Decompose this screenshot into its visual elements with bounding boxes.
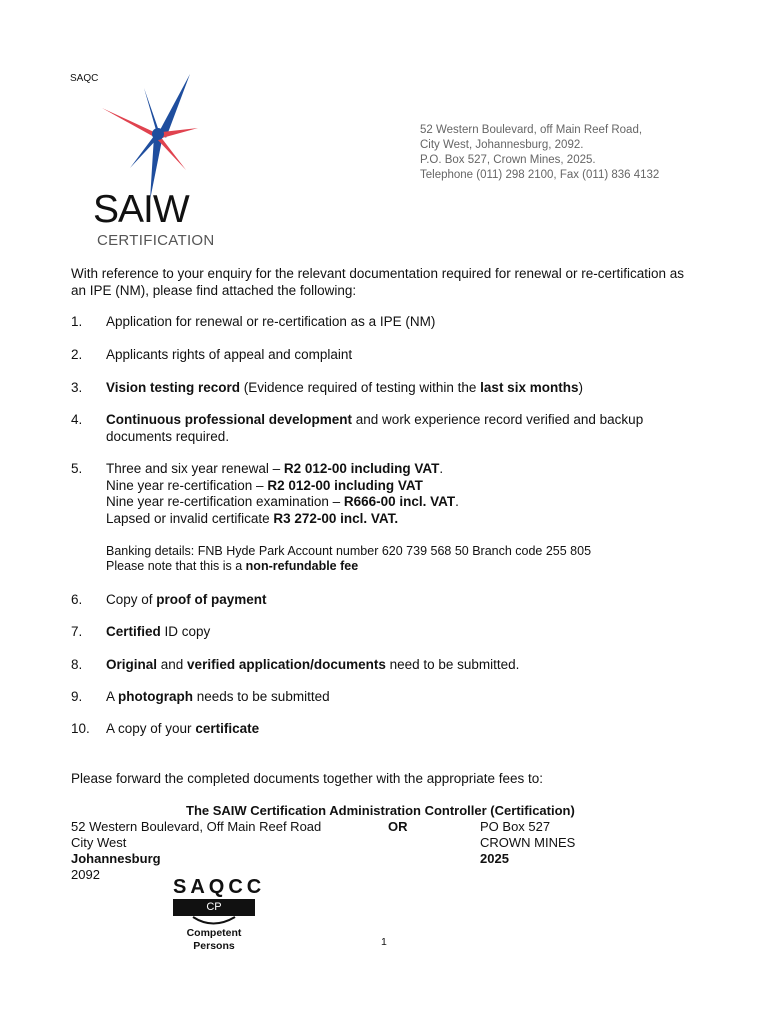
emphasis-text: Certified <box>106 624 161 639</box>
item-text-part: A <box>106 689 119 704</box>
cp-label: CP <box>206 901 222 913</box>
saiw-star-logo-icon <box>100 72 200 202</box>
item-text-part: and work experience record verified and backup documents required. <box>106 412 644 444</box>
address-line: P.O. Box 527, Crown Mines, 2025. <box>420 154 596 166</box>
list-item-number: 4. <box>71 412 83 427</box>
list-item-number: 10. <box>71 721 90 736</box>
banking-line: Banking details: FNB Hyde Park Account number 620 739 568 50 Branch code 255 805 <box>106 544 592 558</box>
badge-caption-line: Persons <box>193 940 235 952</box>
fee-note-prefix: Please note that this is a <box>106 559 246 573</box>
list-item-number: 8. <box>71 657 83 672</box>
banking-details <box>106 544 591 574</box>
emphasis-text: certificate <box>195 721 260 736</box>
item-text-part: Copy of <box>106 592 157 607</box>
list-item <box>106 592 696 609</box>
address-right-line: PO Box 527 <box>480 819 551 834</box>
fee-line <box>106 494 696 511</box>
saqcc-letters: SAQCC <box>173 876 266 898</box>
emphasis-text: last six months <box>480 380 579 395</box>
list-item <box>106 412 696 445</box>
list-item-number: 2. <box>71 347 83 362</box>
list-item-number: 1. <box>71 314 83 329</box>
item-text-part: need to be submitted. <box>385 657 520 672</box>
list-item <box>106 624 696 641</box>
emphasis-text: Continuous professional development <box>106 412 353 427</box>
list-item-number: 7. <box>71 624 83 639</box>
list-item <box>106 380 696 397</box>
item-text-part: Application for renewal or re-certification as a IPE (NM) <box>106 314 436 329</box>
saqcc-mark: SAQC <box>70 73 99 84</box>
item-text-part: and <box>157 657 188 672</box>
or-label: OR <box>388 819 408 834</box>
address-left-line: 2092 <box>71 867 100 882</box>
fee-line <box>106 461 696 478</box>
list-item <box>106 689 696 706</box>
item-text-part: . <box>439 461 444 476</box>
fee-note <box>106 559 591 574</box>
item-text-part: ) <box>578 380 583 395</box>
emphasis-text: proof of payment <box>156 592 267 607</box>
address-right-line: 2025 <box>480 851 509 866</box>
saqcc-cp-bar <box>173 899 255 916</box>
intro-paragraph: With reference to your enquiry for the relevant documentation required for renewal or re-certification as an IPE (NM), please find attached the following: <box>71 266 685 298</box>
item-text-part: Lapsed or invalid certificate <box>106 510 274 526</box>
address-line: Telephone (011) 298 2100, Fax (011) 836 4132 <box>420 169 660 181</box>
emphasis-text: R2 012-00 including VAT <box>267 477 423 493</box>
badge-caption-line: Competent <box>186 927 242 939</box>
badge-caption <box>173 927 255 953</box>
fee-line <box>106 511 696 528</box>
certification-logo-subtext: CERTIFICATION <box>97 232 215 249</box>
emphasis-text: Vision testing record <box>106 380 241 395</box>
emphasis-text: R3 272-00 incl. VAT. <box>273 510 399 526</box>
item-text-part: Nine year re-certification examination – <box>106 494 344 509</box>
list-item-number: 6. <box>71 592 83 607</box>
fee-line <box>106 478 696 495</box>
list-item <box>106 461 696 527</box>
address-line: City West, Johannesburg, 2092. <box>420 139 584 151</box>
non-refundable-fee: non-refundable fee <box>245 559 359 573</box>
list-item <box>106 721 696 738</box>
item-text-part: Nine year re-certification – <box>106 477 268 493</box>
emphasis-text: verified application/documents <box>187 657 386 672</box>
item-text-part: Applicants rights of appeal and complaint <box>106 347 353 362</box>
saiw-logo-text: SAIW <box>93 188 189 231</box>
emphasis-text: Original <box>106 657 158 672</box>
address-left-line: 52 Western Boulevard, Off Main Reef Road <box>71 819 322 834</box>
address-street <box>71 819 321 883</box>
item-text-part: needs to be submitted <box>193 689 330 704</box>
emphasis-text: photograph <box>118 689 193 704</box>
address-right-line: CROWN MINES <box>480 835 576 850</box>
emphasis-text: R2 012-00 including VAT <box>283 461 440 476</box>
list-item-number: 9. <box>71 689 83 704</box>
item-text-part: (Evidence required of testing within the <box>240 380 481 395</box>
list-item <box>106 657 696 674</box>
saqcc-badge <box>173 876 266 930</box>
address-left-line: Johannesburg <box>71 851 161 866</box>
item-text-part: . <box>455 494 459 509</box>
list-item <box>106 314 696 331</box>
address-left-line: City West <box>71 835 127 850</box>
address-pobox <box>480 819 575 867</box>
forward-text: Please forward the completed documents together with the appropriate fees to: <box>71 771 544 786</box>
page-number: 1 <box>381 936 387 948</box>
item-text-part: A copy of your <box>106 721 196 736</box>
header-address <box>420 123 659 183</box>
emphasis-text: R666-00 incl. VAT <box>343 494 456 509</box>
address-line: 52 Western Boulevard, off Main Reef Road, <box>420 124 643 136</box>
list-item <box>106 347 696 364</box>
item-text-part: Three and six year renewal – <box>106 461 284 476</box>
list-item-number: 5. <box>71 461 83 476</box>
item-text-part: ID copy <box>160 624 211 639</box>
list-item-number: 3. <box>71 380 83 395</box>
controller-title: The SAIW Certification Administration Controller (Certification) <box>186 803 575 818</box>
